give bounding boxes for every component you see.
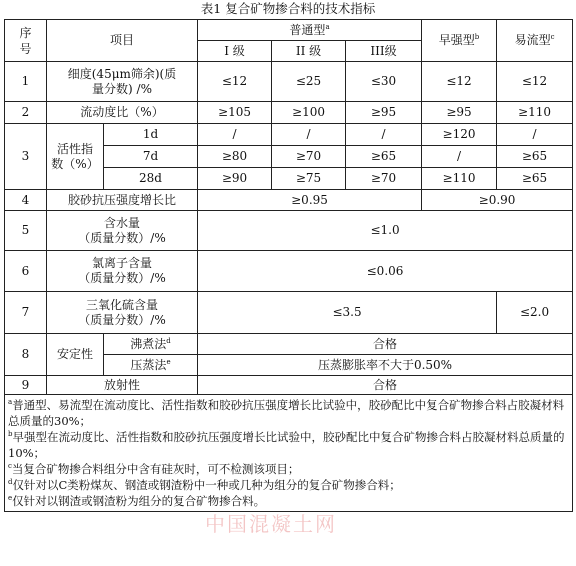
row-item: 流动度比（%）: [47, 102, 198, 124]
cell-age: 7d: [104, 146, 198, 168]
note-e-text: 仅针对以钢渣或钢渣粉为组分的复合矿物掺合料。: [12, 494, 266, 508]
note-c: [8, 461, 569, 477]
row-number: 1: [5, 62, 47, 102]
cell-grade-2: ≥75: [272, 168, 346, 190]
cell-grade-1: /: [198, 124, 272, 146]
table-row: [5, 376, 573, 395]
header-seq: [5, 20, 47, 62]
method-autoclave-text: 压蒸法: [130, 357, 167, 372]
cell-value: ≤1.0: [198, 211, 573, 251]
header-grade-2: II 级: [272, 41, 346, 62]
row-item: 放射性: [47, 376, 198, 395]
note-a: [8, 397, 569, 429]
note-c-text: 当复合矿物掺合料组分中含有硅灰时，可不检测该项目；: [11, 462, 300, 476]
row-item: [47, 211, 198, 251]
header-early-sup: b: [474, 33, 480, 41]
row-number: 5: [5, 211, 47, 251]
cell-early: ≥120: [422, 124, 497, 146]
row-item: 胶砂抗压强度增长比: [47, 190, 198, 211]
cell-grade-2: ≤25: [272, 62, 346, 102]
cell-grade-3: /: [346, 124, 422, 146]
cell-grade-2: ≥100: [272, 102, 346, 124]
header-seq-text: 序号: [19, 25, 32, 56]
row-item: 安定性: [47, 334, 104, 376]
method-boil-text: 沸煮法: [130, 336, 167, 351]
row-number: 8: [5, 334, 47, 376]
cell-value: 合格: [198, 376, 573, 395]
header-ordinary: [198, 20, 422, 41]
row-item-line: 量分数) /%: [92, 81, 152, 96]
row-item-line: 三氧化硫含量: [86, 297, 159, 312]
cell-age: 1d: [104, 124, 198, 146]
table-caption: 表1 复合矿物掺合料的技术指标: [200, 1, 376, 16]
table-row: [5, 211, 573, 251]
table-row: [5, 124, 573, 146]
header-flow: [497, 20, 573, 62]
note-e: [8, 493, 569, 509]
cell-grade-1: ≤12: [198, 62, 272, 102]
header-grade-1: I 级: [198, 41, 272, 62]
cell-value-main: ≤3.5: [198, 292, 497, 334]
cell-early: ≥95: [422, 102, 497, 124]
note-b: [8, 429, 569, 461]
cell-flow: ≥65: [497, 168, 573, 190]
row-item-line: （质量分数）/%: [78, 230, 166, 245]
header-row-1: [5, 20, 573, 41]
table-row: [5, 292, 573, 334]
row-number: 7: [5, 292, 47, 334]
cell-early: ≥110: [422, 168, 497, 190]
cell-grade-2: /: [272, 124, 346, 146]
table-row: [5, 190, 573, 211]
table-notes: [5, 395, 573, 512]
row-item-line: 氯离子含量: [92, 256, 153, 270]
header-flow-text: 易流型: [514, 33, 551, 47]
cell-other: ≥0.90: [422, 190, 573, 211]
header-grade-3: III级: [346, 41, 422, 62]
cell-grade-1: ≥80: [198, 146, 272, 168]
table-row: [5, 62, 573, 102]
header-ordinary-sup: a: [325, 22, 330, 31]
header-flow-sup: c: [550, 33, 555, 41]
row-number: 6: [5, 251, 47, 292]
site-watermark: 中国混凝土网: [205, 512, 337, 536]
row-item-line: 细度(45μm筛余)(质: [67, 66, 177, 81]
cell-method-autoclave: [104, 355, 198, 376]
cell-flow: ≤12: [497, 62, 573, 102]
header-early: [422, 20, 497, 62]
table-row: [5, 102, 573, 124]
note-c-sup: c: [8, 462, 12, 471]
cell-grade-1: ≥90: [198, 168, 272, 190]
cell-flow: /: [497, 124, 573, 146]
cell-flow: ≥110: [497, 102, 573, 124]
note-e-sup: e: [8, 494, 13, 503]
table-row: [5, 251, 573, 292]
method-boil-sup: d: [166, 336, 171, 345]
note-b-sup: b: [8, 430, 13, 439]
note-a-sup: a: [8, 398, 13, 407]
row-item-line: （质量分数）/%: [78, 312, 166, 327]
row-number: 3: [5, 124, 47, 190]
method-autoclave-sup: e: [166, 357, 171, 366]
cell-autoclave-value: 压蒸膨胀率不大于0.50%: [198, 355, 573, 376]
row-item-line: 活性指: [56, 141, 93, 156]
cell-grade-3: ≥65: [346, 146, 422, 168]
note-d-text: 仅针对以C类粉煤灰、钢渣或钢渣粉中一种或几种为组分的复合矿物掺合料；: [12, 478, 401, 492]
cell-grade-3: ≥95: [346, 102, 422, 124]
note-d: [8, 477, 569, 493]
row-item-line: （质量分数）/%: [78, 271, 166, 285]
cell-flow: ≥65: [497, 146, 573, 168]
row-item: [47, 251, 198, 292]
row-number: 9: [5, 376, 47, 395]
header-ordinary-text: 普通型: [289, 22, 326, 37]
note-d-sup: d: [8, 478, 13, 487]
notes-row: [5, 395, 573, 512]
row-item: [47, 292, 198, 334]
header-early-text: 早强型: [438, 33, 475, 47]
cell-age: 28d: [104, 168, 198, 190]
cell-early: ≤12: [422, 62, 497, 102]
cell-ordinary: ≥0.95: [198, 190, 422, 211]
row-number: 2: [5, 102, 47, 124]
cell-value: ≤0.06: [198, 251, 573, 292]
cell-grade-3: ≤30: [346, 62, 422, 102]
cell-grade-1: ≥105: [198, 102, 272, 124]
cell-boil-value: 合格: [198, 334, 573, 355]
technical-index-table: [4, 19, 573, 512]
row-number: 4: [5, 190, 47, 211]
note-a-text: 普通型、易流型在流动度比、活性指数和胶砂抗压强度增长比试验中，胶砂配比中复合矿物掺合料占胶凝材料总质量的30%；: [8, 398, 565, 428]
cell-grade-2: ≥70: [272, 146, 346, 168]
cell-method-boil: [104, 334, 198, 355]
row-item: [47, 62, 198, 102]
row-item-line: 数（%）: [51, 156, 99, 171]
cell-value-flow: ≤2.0: [497, 292, 573, 334]
header-item: 项目: [47, 20, 198, 62]
row-item-line: 含水量: [104, 215, 141, 230]
table-row: [5, 334, 573, 355]
cell-grade-3: ≥70: [346, 168, 422, 190]
note-b-text: 早强型在流动度比、活性指数和胶砂抗压强度增长比试验中，胶砂配比中复合矿物掺合料占胶凝材料总质量的10%；: [8, 430, 565, 460]
cell-early: /: [422, 146, 497, 168]
row-item: [47, 124, 104, 190]
